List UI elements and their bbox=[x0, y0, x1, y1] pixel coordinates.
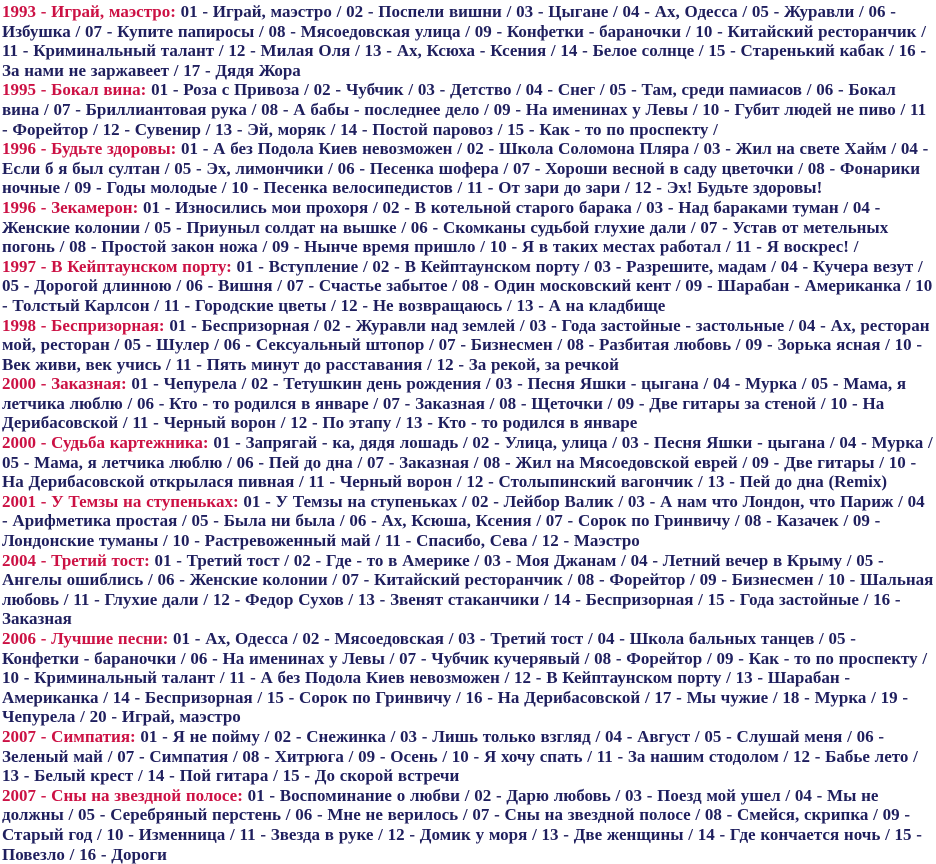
album-year-title: 2007 - Симпатия: bbox=[2, 726, 141, 746]
album-tracklist: 01 - Играй, маэстро / 02 - Поспели вишни / 03 - Цыгане / 04 - Ах, Одесса / 05 - Журавли / 06 - Избушка / 07 - Купите папиросы / 08 - Мясоедовская улица / 09 - Конфетки - бараночки / 10 - Китайский ресторанчик / 11 - Криминальный талант / 12 - Милая Оля / 13 - Ах, Ксюха - Ксения / 14 - Белое солнце / 15 - Старенький кабак / 16 - За нами не заржавеет / 17 - Дядя Жора bbox=[2, 2, 927, 80]
album-tracklist: 01 - Вступление / 02 - В Кейптаунском порту / 03 - Разрешите, мадам / 04 - Кучера везут / 05 - Дорогой длинною / 06 - Вишня / 07 - Счастье забытое / 08 - Один московский кент / 09 - Шарабан - Американка / 10 - Толстый Карлсон / 11 - Городские цветы / 12 - Не возвращаюсь / 13 - А на кладбище bbox=[2, 256, 933, 315]
album-tracklist: 01 - Ах, Одесса / 02 - Мясоедовская / 03 - Третий тост / 04 - Школа бальных танцев / 05 - Конфетки - бараночки / 06 - На именинах у Левы / 07 - Чубчик кучерявый / 08 - Форейтор / 09 - Как - то по проспекту / 10 - Криминальный талант / 11 - А без Подола Киев невозможен / 12 - В Кейптаунском порту / 13 - Шарабан - Американка / 14 - Беспризорная / 15 - Сорок по Гринвичу / 16 - На Дерибасовской / 17 - Мы чужие / 18 - Мурка / 19 - Чепурела / 20 - Играй, маэстро bbox=[2, 629, 928, 727]
album-year-title: 2004 - Третий тост: bbox=[2, 550, 155, 570]
album-tracklist: 01 - У Темзы на ступеньках / 02 - Лейбор Валик / 03 - А нам что Лондон, что Париж / 04 - Арифметика простая / 05 - Была ни была / 06 - Ах, Ксюша, Ксения / 07 - Сорок по Гринвичу / 08 - Казачек / 09 - Лондонские туманы / 10 - Растревоженный май / 11 - Спасибо, Сева / 12 - Маэстро bbox=[2, 491, 925, 551]
album-tracklist: 01 - Беспризорная / 02 - Журавли над землей / 03 - Года застойные - застольные / 04 - Ах, ресторан мой, ресторан / 05 - Шулер / 06 - Сексуальный штопор / 07 - Бизнесмен / 08 - Разбитая любовь / 09 - Зорька ясная / 10 - Век живи, век учись / 11 - Пять минут до расставания / 12 - За рекой, за речкой bbox=[2, 315, 930, 374]
album-year-title: 1996 - Будьте здоровы: bbox=[2, 139, 182, 159]
album-entry bbox=[2, 727, 934, 786]
album-tracklist: 01 - Воспоминание о любви / 02 - Дарю любовь / 03 - Поезд мой ушел / 04 - Мы не должны / 05 - Серебряный перстень / 06 - Мне не верилось / 07 - Сны на звездной полосе / 08 - Смейся, скрипка / 09 - Старый год / 10 - Изменница / 11 - Звезда в руке / 12 - Домик у моря / 13 - Две женщины / 14 - Где кончается ночь / 15 - Повезло / 16 - Дороги bbox=[2, 785, 922, 864]
album-year-title: 2007 - Сны на звездной полосе: bbox=[2, 785, 248, 805]
album-entry bbox=[2, 2, 934, 80]
album-entry bbox=[2, 80, 934, 139]
album-entry bbox=[2, 198, 934, 257]
album-entry bbox=[2, 374, 934, 433]
album-tracklist: 01 - Третий тост / 02 - Где - то в Америке / 03 - Моя Джанам / 04 - Летний вечер в Крыму / 05 - Ангелы ошиблись / 06 - Женские колонии / 07 - Китайский ресторанчик / 08 - Форейтор / 09 - Бизнесмен / 10 - Шальная любовь / 11 - Глухие дали / 12 - Федор Сухов / 13 - Звенят стаканчики / 14 - Беспризорная / 15 - Года застойные / 16 - Заказная bbox=[2, 550, 934, 629]
album-entry bbox=[2, 786, 934, 864]
album-year-title: 2001 - У Темзы на ступеньках: bbox=[2, 491, 244, 511]
album-entry bbox=[2, 139, 934, 198]
album-year-title: 2006 - Лучшие песни: bbox=[2, 629, 174, 648]
album-entry bbox=[2, 492, 934, 551]
album-tracklist: 01 - Запрягай - ка, дядя лошадь / 02 - Улица, улица / 03 - Песня Яшки - цыгана / 04 - Мурка / 05 - Мама, я летчика люблю / 06 - Пей до дна / 07 - Заказная / 08 - Жил на Мясоедовской еврей / 09 - Две гитары / 10 - На Дерибасовской открылася пивная / 11 - Черный ворон / 12 - Столыпинский вагончик / 13 - Пей до дна (Remix) bbox=[2, 433, 933, 492]
album-entry bbox=[2, 316, 934, 375]
album-tracklist: 01 - А без Подола Киев невозможен / 02 - Школа Соломона Пляра / 03 - Жил на свете Хайм / 04 - Если б я был султан / 05 - Эх, лимончики / 06 - Песенка шофера / 07 - Хороши весной в саду цветочки / 08 - Фонарики ночные / 09 - Годы молодые / 10 - Песенка велосипедистов / 11 - От зари до зари / 12 - Эх! Будьте здоровы! bbox=[2, 139, 929, 198]
album-tracklist: 01 - Износились мои прохоря / 02 - В котельной старого барака / 03 - Над бараками туман / 04 - Женские колонии / 05 - Приуныл солдат на вышке / 06 - Скомканы судьбой глухие дали / 07 - Устав от метельных погонь / 08 - Простой закон ножа / 09 - Нынче время пришло / 10 - Я в таких местах работал / 11 - Я воскрес! / bbox=[2, 197, 889, 257]
album-year-title: 1997 - В Кейптаунском порту: bbox=[2, 256, 237, 276]
album-tracklist: 01 - Я не пойму / 02 - Снежинка / 03 - Лишь только взгляд / 04 - Август / 05 - Слушай меня / 06 - Зеленый май / 07 - Симпатия / 08 - Хитрюга / 09 - Осень / 10 - Я хочу спать / 11 - За нашим стодолом / 12 - Бабье лето / 13 - Белый крест / 14 - Пой гитара / 15 - До скорой встречи bbox=[2, 726, 918, 786]
album-entry bbox=[2, 551, 934, 629]
album-year-title: 2000 - Судьба картежника: bbox=[2, 433, 214, 453]
album-entry bbox=[2, 257, 934, 316]
album-tracklist: 01 - Роза с Привоза / 02 - Чубчик / 03 - Детство / 04 - Снег / 05 - Там, среди памиасов / 06 - Бокал вина / 07 - Бриллиантовая рука / 08 - А бабы - последнее дело / 09 - На именинах у Левы / 10 - Губит людей не пиво / 11 - Форейтор / 12 - Сувенир / 13 - Эй, моряк / 14 - Постой паровоз / 15 - Как - то по проспекту / bbox=[2, 80, 927, 139]
album-year-title: 1996 - Зекамерон: bbox=[2, 197, 144, 217]
album-tracklist: 01 - Чепурела / 02 - Тетушкин день рождения / 03 - Песня Яшки - цыгана / 04 - Мурка / 05 - Мама, я летчика люблю / 06 - Кто - то родился в январе / 07 - Заказная / 08 - Щеточки / 09 - Две гитары за стеной / 10 - На Дерибасовской / 11 - Черный ворон / 12 - По этапу / 13 - Кто - то родился в январе bbox=[2, 374, 907, 433]
album-year-title: 1998 - Беспризорная: bbox=[2, 315, 170, 335]
album-year-title: 2000 - Заказная: bbox=[2, 374, 132, 394]
album-year-title: 1993 - Играй, маэстро: bbox=[2, 2, 181, 21]
album-entry bbox=[2, 629, 934, 727]
album-entry bbox=[2, 433, 934, 492]
album-year-title: 1995 - Бокал вина: bbox=[2, 80, 152, 100]
